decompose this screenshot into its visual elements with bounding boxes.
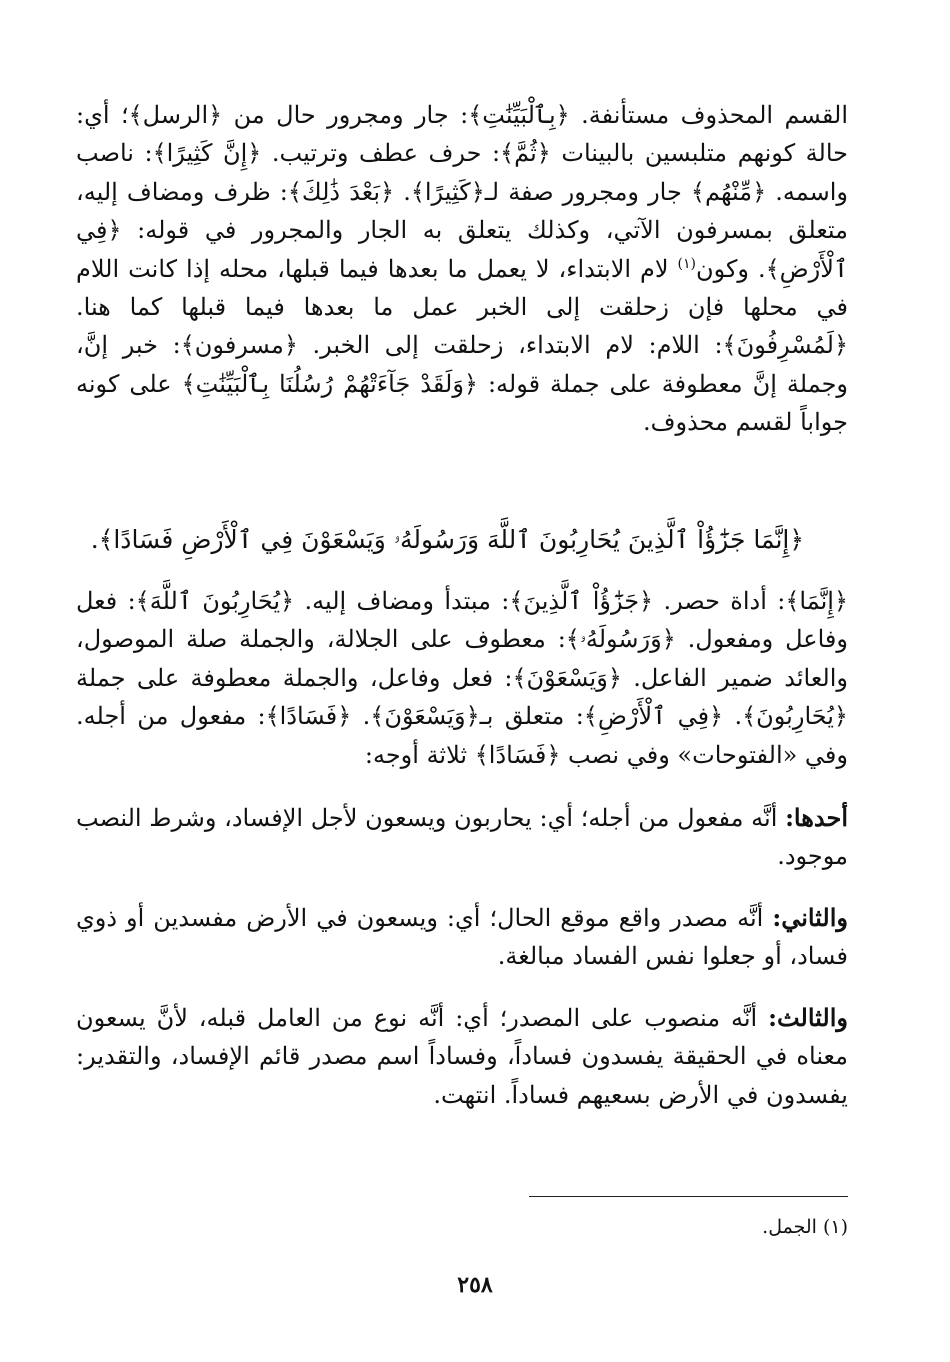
option-first-label: أحدها: [785,803,848,832]
option-second-label: والثاني: [772,903,848,932]
option-first-text: أنَّه مفعول من أجله؛ أي: يحاربون ويسعون لأجل الإفساد، وشرط النصب موجود. [76,804,848,871]
option-third-text: أنَّه منصوب على المصدر؛ أي: أنَّه نوع من العامل قبله، لأنَّ يسعون معناه في الحقيقة يفسدون فساداً، وفساداً اسم مصدر قائم الإفساد، والتقدير: يفسدون في الأرض بسعيهم فساداً. انتهت. [76,1004,848,1109]
footnote-reference: (١) [677,255,696,272]
option-third-label: والثالث: [768,1003,848,1032]
page-body [76,96,848,1137]
option-second-text: أنَّه مصدر واقع موقع الحال؛ أي: ويسعون في الأرض مفسدين أو ذوي فساد، أو جعلوا نفس الفساد مبالغة. [76,904,848,971]
parsing-paragraph: ﴿إِنَّمَا﴾: أداة حصر. ﴿جَزَٰٓؤُاْ ٱلَّذِينَ﴾: مبتدأ ومضاف إليه. ﴿يُحَارِبُونَ ٱللَّهَ﴾: فعل وفاعل ومفعول. ﴿وَرَسُولَهُۥ﴾: معطوف على الجلالة، والجملة صلة الموصول، والعائد ضمير الفاعل. ﴿وَيَسْعَوْنَ﴾: فعل وفاعل، والجملة معطوفة على جملة ﴿يُحَارِبُونَ﴾. ﴿فِي ٱلْأَرْضِ﴾: متعلق بـ﴿وَيَسْعَوْنَ﴾. ﴿فَسَادًا﴾: مفعول من أجله. وفي «الفتوحات» وفي نصب ﴿فَسَادًا﴾ ثلاثة أوجه: [76,587,848,769]
intro-text-part-2: لام الابتداء، لا يعمل ما بعدها فيما قبلها، محله إذا كانت اللام في محلها فإن زحلقت إلى الخبر عمل ما بعدها فيما قبلها كما هنا. ﴿لَمُسْرِفُونَ﴾: اللام: لام الابتداء، زحلقت إلى الخبر. ﴿مسرفون﴾: خبر إنَّ، وجملة إنَّ معطوفة على جملة قوله: ﴿وَلَقَدْ جَآءَتْهُمْ رُسُلُنَا بِٱلْبَيِّنَٰتِ﴾ على كونه جواباً لقسم محذوف. [76,254,849,437]
intro-paragraph [76,96,848,486]
option-second [76,899,848,977]
footnote-divider [529,1196,848,1197]
option-first [76,799,848,877]
intro-text-part-1: القسم المحذوف مستأنفة. ﴿بِٱلْبَيِّنَٰتِ﴾: جار ومجرور حال من ﴿الرسل﴾؛ أي: حالة كونهم متلبسين بالبينات ﴿ثُمَّ﴾: حرف عطف وترتيب. ﴿إِنَّ كَثِيرًا﴾: ناصب واسمه. ﴿مِّنْهُم﴾ جار ومجرور صفة لـ﴿كَثِيرًا﴾. ﴿بَعْدَ ذَٰلِكَ﴾: ظرف ومضاف إليه، متعلق بمسرفون الآتي، وكذلك يتعلق به الجار والمجرور في قوله: ﴿فِي ٱلْأَرْضِ﴾. وكون [76,101,849,283]
page-number: ٢٥٨ [457,1272,493,1298]
footnote: (١) الجمل. [762,1216,848,1238]
quran-verse: ﴿إِنَّمَا جَزَٰٓؤُاْ ٱلَّذِينَ يُحَارِبُونَ ٱللَّهَ وَرَسُولَهُۥ وَيَسْعَوْنَ فِي ٱلْأَرْضِ فَسَادًا﴾. [90,525,804,554]
option-third [76,999,848,1115]
